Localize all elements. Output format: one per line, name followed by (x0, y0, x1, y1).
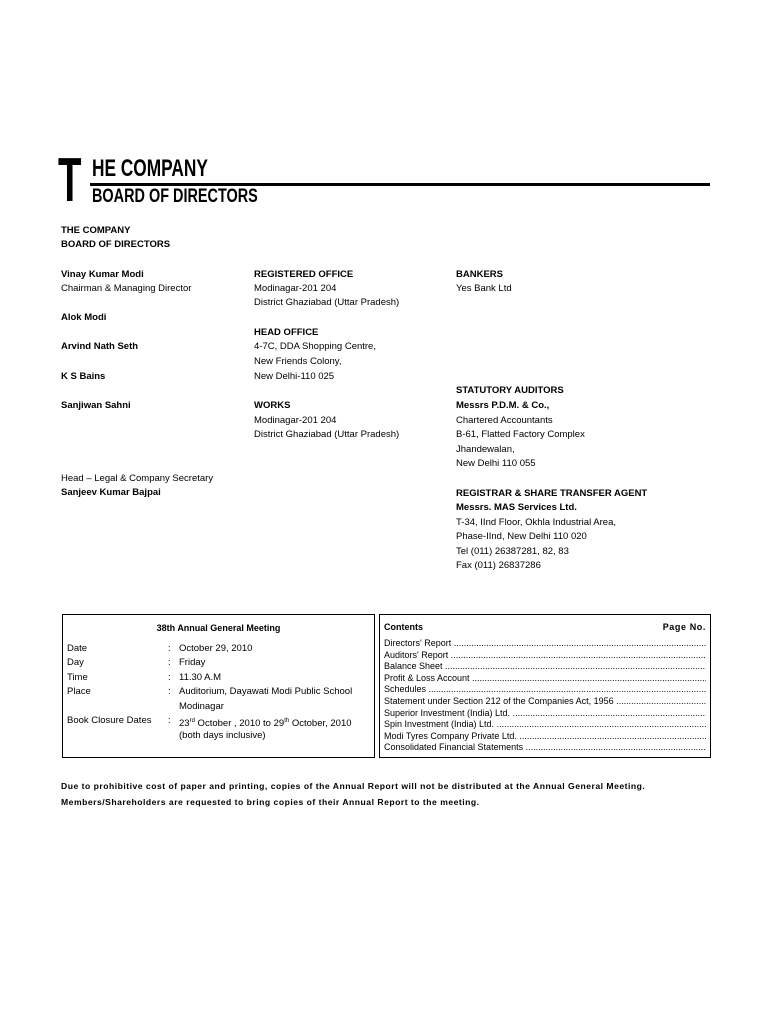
director-name: Sanjiwan Sahni (61, 400, 131, 411)
agm-place-value: Auditorium, Dayawati Modi Public School (179, 686, 353, 697)
notice-line1: Due to prohibitive cost of paper and printing, copies of the Annual Report will not be distributed at the Annual General Meeting. (61, 781, 646, 791)
agm-colon: : (168, 657, 171, 668)
registrar-firm: Messrs. MAS Services Ltd. (456, 502, 577, 513)
registered-office-line: District Ghaziabad (Uttar Pradesh) (254, 297, 400, 308)
agm-box (62, 614, 375, 758)
head-office-line: New Friends Colony, (254, 356, 342, 367)
header-title-line1: HE COMPANY (92, 155, 208, 182)
director-name: Vinay Kumar Modi (61, 269, 144, 280)
works-line: Modinagar-201 204 (254, 415, 337, 426)
works-label: WORKS (254, 400, 291, 411)
auditors-firm: Messrs P.D.M. & Co., (456, 400, 550, 411)
contents-box (379, 614, 711, 758)
contents-item: Auditors' Report ..... (384, 650, 706, 662)
registrar-label: REGISTRAR & SHARE TRANSFER AGENT (456, 488, 648, 499)
registered-office-label: REGISTERED OFFICE (254, 269, 354, 280)
closure-sup2: th (284, 718, 290, 724)
contents-item: Consolidated Financial Statements ..... (384, 742, 706, 754)
agm-day-value: Friday (179, 657, 206, 668)
agm-time-value: 11.30 A.M (179, 672, 222, 683)
contents-title: Contents (384, 622, 423, 632)
bankers-line: Yes Bank Ltd (456, 283, 512, 294)
agm-date-label: Date (67, 643, 88, 654)
auditors-line: New Delhi 110 055 (456, 458, 536, 469)
agm-colon: : (168, 715, 171, 726)
contents-page-label: Page No. (662, 622, 706, 632)
contents-item: Balance Sheet ..... (384, 661, 706, 673)
agm-day-label: Day (67, 657, 84, 668)
works-line: District Ghaziabad (Uttar Pradesh) (254, 429, 400, 440)
contents-item: Directors' Report ..... (384, 638, 706, 650)
registrar-line: T-34, IInd Floor, Okhla Industrial Area, (456, 517, 616, 528)
closure-day1: 23 (179, 718, 190, 730)
bankers-label: BANKERS (456, 269, 503, 280)
contents-item: Modi Tyres Company Private Ltd. ..... (384, 731, 706, 743)
auditors-line: Chartered Accountants (456, 415, 553, 426)
registrar-line: Fax (011) 26837286 (456, 560, 541, 571)
director-name: Alok Modi (61, 312, 107, 323)
contents-item: Statement under Section 212 of the Companies Act, 1956 ..... (384, 696, 706, 708)
contents-item: Schedules ..... (384, 684, 706, 696)
closure-end: October, 2010 (289, 718, 352, 730)
header-big-letter: T (58, 146, 82, 215)
agm-time-label: Time (67, 672, 88, 683)
secretary-name: Sanjeev Kumar Bajpai (61, 487, 161, 498)
agm-place-label: Place (67, 686, 91, 697)
director-name: Arvind Nath Seth (61, 341, 139, 352)
agm-closure-label: Book Closure Dates (67, 715, 152, 726)
head-office-label: HEAD OFFICE (254, 327, 319, 338)
director-role: Chairman & Managing Director (61, 283, 192, 294)
section-title-line1: THE COMPANY (61, 225, 131, 236)
agm-closure-note: (both days inclusive) (179, 730, 266, 741)
agm-colon: : (168, 672, 171, 683)
section-title-line2: BOARD OF DIRECTORS (61, 239, 171, 250)
agm-place-value-2: Modinagar (179, 701, 224, 712)
director-name: K S Bains (61, 371, 106, 382)
contents-item: Superior Investment (India) Ltd. ..... (384, 708, 706, 720)
agm-title: 38th Annual General Meeting (156, 623, 281, 633)
contents-item: Spin Investment (India) Ltd. ..... (384, 719, 706, 731)
notice-line2: Members/Shareholders are requested to bring copies of their Annual Report to the meeting. (61, 797, 480, 807)
closure-mid: October , 2010 to 29 (194, 718, 285, 730)
header-title-line2: BOARD OF DIRECTORS (92, 186, 258, 207)
registrar-line: Tel (011) 26387281, 82, 83 (456, 546, 569, 557)
auditors-line: B-61, Flatted Factory Complex (456, 429, 585, 440)
head-office-line: 4-7C, DDA Shopping Centre, (254, 341, 376, 352)
agm-colon: : (168, 686, 171, 697)
agm-colon: : (168, 643, 171, 654)
head-office-line: New Delhi-110 025 (254, 371, 335, 382)
auditors-label: STATUTORY AUDITORS (456, 385, 564, 396)
contents-item: Profit & Loss Account ..... (384, 673, 706, 685)
closure-sup1: rd (189, 718, 195, 724)
agm-date-value: October 29, 2010 (179, 643, 253, 654)
registered-office-line: Modinagar-201 204 (254, 283, 337, 294)
secretary-role: Head – Legal & Company Secretary (61, 473, 214, 484)
registrar-line: Phase-IInd, New Delhi 110 020 (456, 531, 587, 542)
auditors-line: Jhandewalan, (456, 444, 515, 455)
